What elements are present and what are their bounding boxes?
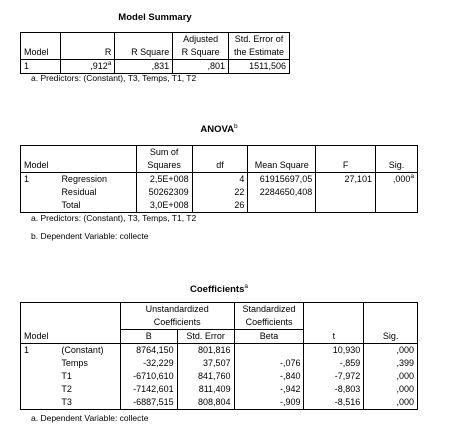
model-summary-title (20, 12, 290, 23)
anova-row-ms: 61915697,05 (248, 173, 316, 187)
ms-row-model: 1 (21, 60, 61, 74)
coef-row-sig: ,000 (396, 345, 414, 355)
coef-row-label: Temps (58, 357, 120, 370)
coef-header-blank-4 (364, 303, 418, 317)
anova-row-ss: 2,5E+008 (136, 173, 192, 187)
anova-title-sup: b (233, 122, 238, 130)
ms-header-model-label: Model (21, 46, 61, 60)
coef-header-blank-2 (58, 303, 120, 317)
coef-row-se: 811,409 (177, 383, 234, 396)
coef-row-t: 10,930 (304, 344, 364, 358)
coef-row-label: (Constant) (58, 344, 120, 358)
coef-header-blank-1 (21, 303, 59, 317)
anova-row-label: Residual (58, 186, 136, 199)
coef-row-t: -7,972 (304, 370, 364, 383)
coef-header-blank-6 (58, 316, 120, 330)
coef-row-se: 37,507 (177, 357, 234, 370)
coef-row-beta: -,942 (234, 383, 304, 396)
coef-header-blank-8 (364, 316, 418, 330)
anova-header-ss-1: Sum of (136, 146, 192, 160)
coef-row-sig: ,000 (396, 397, 414, 407)
anova-row-label: Regression (58, 173, 136, 187)
anova-row-f (316, 186, 376, 199)
coef-row-b: -6887,515 (120, 396, 177, 410)
model-summary-table (20, 32, 290, 74)
ms-footnote: a. Predictors: (Constant), T3, Temps, T1, T2 (31, 73, 197, 83)
ms-row-rsq: ,831 (115, 60, 173, 74)
anova-header-blank-6 (376, 146, 418, 160)
coef-blank-cell (21, 383, 59, 396)
anova-footnote-b: b. Dependent Variable: collecte (31, 231, 149, 241)
anova-header-blank-3 (192, 146, 248, 160)
anova-row-label: Total (58, 199, 136, 213)
coef-row-label: T1 (58, 370, 120, 383)
coef-model-number: 1 (24, 345, 30, 355)
coef-row-b: -6710,610 (120, 370, 177, 383)
coef-row-t: -8,803 (304, 383, 364, 396)
coef-header-unstd-2: Coefficients (120, 316, 234, 330)
ms-header-rsq-label: R Square (115, 46, 173, 60)
coef-row-beta (234, 344, 304, 358)
anova-header-model: Model (24, 160, 49, 170)
coef-row-label: T2 (58, 383, 120, 396)
anova-title-text: ANOVA (200, 124, 234, 135)
ms-header-model (21, 33, 61, 47)
anova-table (20, 145, 418, 213)
ms-header-r-label: R (60, 46, 115, 60)
coef-row-beta: -,076 (234, 357, 304, 370)
coef-row-beta: -,840 (234, 370, 304, 383)
coef-blank-cell (21, 396, 59, 410)
ms-r-sup: a (107, 60, 112, 67)
coef-row-se: 801,816 (177, 344, 234, 358)
coef-header-model: Model (24, 331, 49, 341)
anova-header-df: df (192, 159, 248, 173)
coefficients-title (20, 284, 418, 295)
anova-sig-sup: a (410, 173, 414, 180)
coef-blank-cell (21, 357, 59, 370)
coef-header-std-1: Standardized (234, 303, 304, 317)
coef-header-b: B (120, 330, 177, 344)
anova-blank-cell (21, 186, 59, 199)
anova-header-ms: Mean Square (248, 159, 316, 173)
anova-blank-cell (21, 199, 59, 213)
ms-header-se-1: Std. Error of (234, 34, 284, 44)
anova-row-df: 26 (192, 199, 248, 213)
anova-sig-value: ,000 (392, 174, 411, 184)
coef-header-std-error: Std. Error (177, 330, 234, 344)
coef-header-unstd-1: Unstandardized (120, 303, 234, 317)
ms-row-adj: ,801 (173, 60, 229, 74)
anova-row-ss: 3,0E+008 (136, 199, 192, 213)
anova-row-f (316, 199, 376, 213)
ms-row-se: 1511,506 (249, 61, 286, 71)
anova-row-sig (376, 199, 418, 213)
ms-header-rsq (115, 33, 173, 47)
anova-row-df: 22 (192, 186, 248, 199)
coef-header-t: t (304, 330, 364, 344)
ms-header-adj-1: Adjusted (173, 33, 229, 47)
coef-header-blank-3 (304, 303, 364, 317)
coef-row-b: 8764,150 (120, 344, 177, 358)
coef-header-blank-9 (58, 330, 120, 344)
ms-header-se-2: the Estimate (233, 47, 285, 57)
coef-row-sig: ,000 (396, 384, 414, 394)
coef-header-std-2: Coefficients (234, 316, 304, 330)
anova-footnote-a: a. Predictors: (Constant), T3, Temps, T1, T2 (31, 213, 197, 223)
coef-row-se: 808,804 (177, 396, 234, 410)
coef-row-sig: ,000 (396, 371, 414, 381)
anova-row-sig (376, 173, 418, 187)
anova-model-number: 1 (24, 174, 30, 184)
ms-row-r (60, 60, 115, 74)
coefficients-title-text: Coefficients (190, 284, 245, 295)
anova-row-ss: 50262309 (136, 186, 192, 199)
anova-header-blank-4 (248, 146, 316, 160)
anova-header-blank-7 (58, 159, 136, 173)
coef-header-beta: Beta (234, 330, 304, 344)
anova-header-f: F (316, 159, 376, 173)
anova-row-df: 4 (192, 173, 248, 187)
coef-row-se: 841,760 (177, 370, 234, 383)
coef-row-b: -32,229 (120, 357, 177, 370)
anova-row-f: 27,101 (316, 173, 376, 187)
coef-row-t: -,859 (304, 357, 364, 370)
coefficients-footnote: a. Dependent Variable: collecte (31, 413, 149, 423)
ms-r-value: ,912 (90, 61, 108, 71)
coefficients-title-sup: a (244, 282, 248, 290)
coefficients-table (20, 302, 418, 410)
coef-row-label: T3 (58, 396, 120, 410)
anova-header-ss-2: Squares (136, 159, 192, 173)
coef-blank-cell (21, 370, 59, 383)
anova-header-blank-1 (21, 146, 59, 160)
coef-row-beta: -,909 (234, 396, 304, 410)
anova-row-ms: 2284650,408 (248, 186, 316, 199)
ms-header-r (60, 33, 115, 47)
coef-row-b: -7142,601 (120, 383, 177, 396)
anova-row-sig (376, 186, 418, 199)
anova-title (20, 124, 418, 135)
ms-header-adj-2: R Square (173, 46, 229, 60)
model-summary-title-text: Model Summary (118, 12, 192, 23)
coef-row-sig: ,399 (396, 358, 414, 368)
coef-header-blank-5 (21, 316, 59, 330)
coef-row-t: -8,516 (304, 396, 364, 410)
coef-header-sig: Sig. (382, 331, 399, 341)
coef-header-blank-7 (304, 316, 364, 330)
anova-header-blank-5 (316, 146, 376, 160)
anova-header-sig: Sig. (388, 160, 405, 170)
anova-row-ms (248, 199, 316, 213)
anova-header-blank-2 (58, 146, 136, 160)
